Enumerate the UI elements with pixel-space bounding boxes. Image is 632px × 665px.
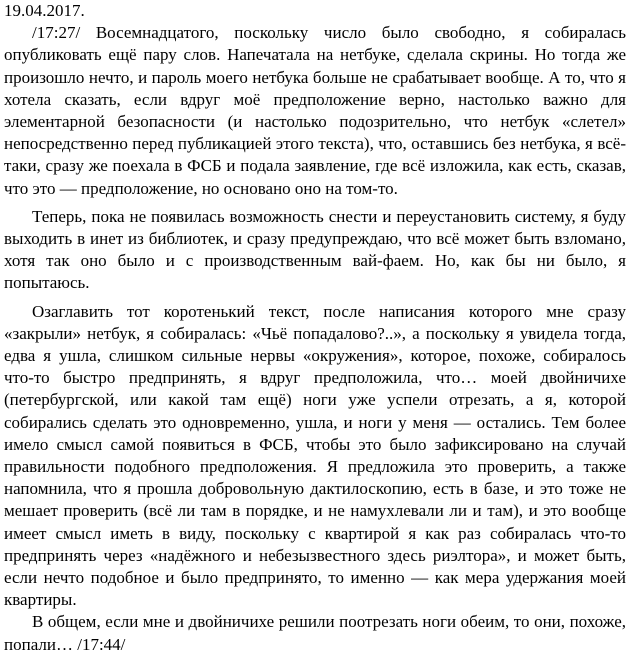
paragraph-1: /17:27/ Восемнадцатого, поскольку число было свободно, я собиралась опубликовать ещё пару слов. Напечатала на нетбуке, сделала скрины. Но тогда же произошло нечто, и пароль моего нетбука больше не срабатывает вообще. А то, что я хотела сказать, если вдруг моё предположение верно, настолько важно для элементарной безопасности (и настолько подозрительно, что нетбук «слетел» непосредственно перед публикацией этого текста), что, оставшись без нетбука, я всё-таки, сразу же поехала в ФСБ и подала заявление, где всё изложила, как есть, сказав, что это — предположение, но основано оно на том-то. — [4, 23, 626, 198]
entry-date: 19.04.2017. — [4, 1, 85, 20]
paragraph-3: Озаглавить тот коротенький текст, после написания которого мне сразу «закрыли» нетбук, я собиралась: «Чьё попадалово?..», а поскольку я увидела тогда, едва я ушла, слишком сильные нервы «окружения», которое, похоже, собиралось что-то быстро предпринять, я вдруг предположила, что… моей двойничихе (петербургской, или какой там ещё) ноги уже успели отрезать, а я, которой собирались сделать это одновременно, ушла, и ноги у меня — остались. Тем более имело смысл самой появиться в ФСБ, чтобы это было зафиксировано на случай правильности подобного предположения. Я предложила это проверить, а также напомнила, что я прошла добровольную дактилоскопию, есть в базе, и это тоже не мешает проверить (всё ли там в порядке, и не намухлевали ли и там), и это вообще имеет смысл иметь в виду, поскольку с квартирой я как раз собиралась что-то предпринять через «надёжного и небезызвестного здесь риэлтора», и может быть, если нечто подобное и было предпринято, то именно — как мера удержания моей квартиры. — [4, 301, 626, 610]
paragraph-4: В общем, если мне и двойничихе решили поотрезать ноги обеим, то они, похоже, попали… /17:44/ — [4, 612, 626, 654]
paragraph-2: Теперь, пока не появилась возможность снести и переустановить систему, я буду выходить в инет из библиотек, и сразу предупреждаю, что всё может быть взломано, хотя так оно было и с производственным вай-фаем. Но, как бы ни было, я попытаюсь. — [4, 206, 626, 293]
